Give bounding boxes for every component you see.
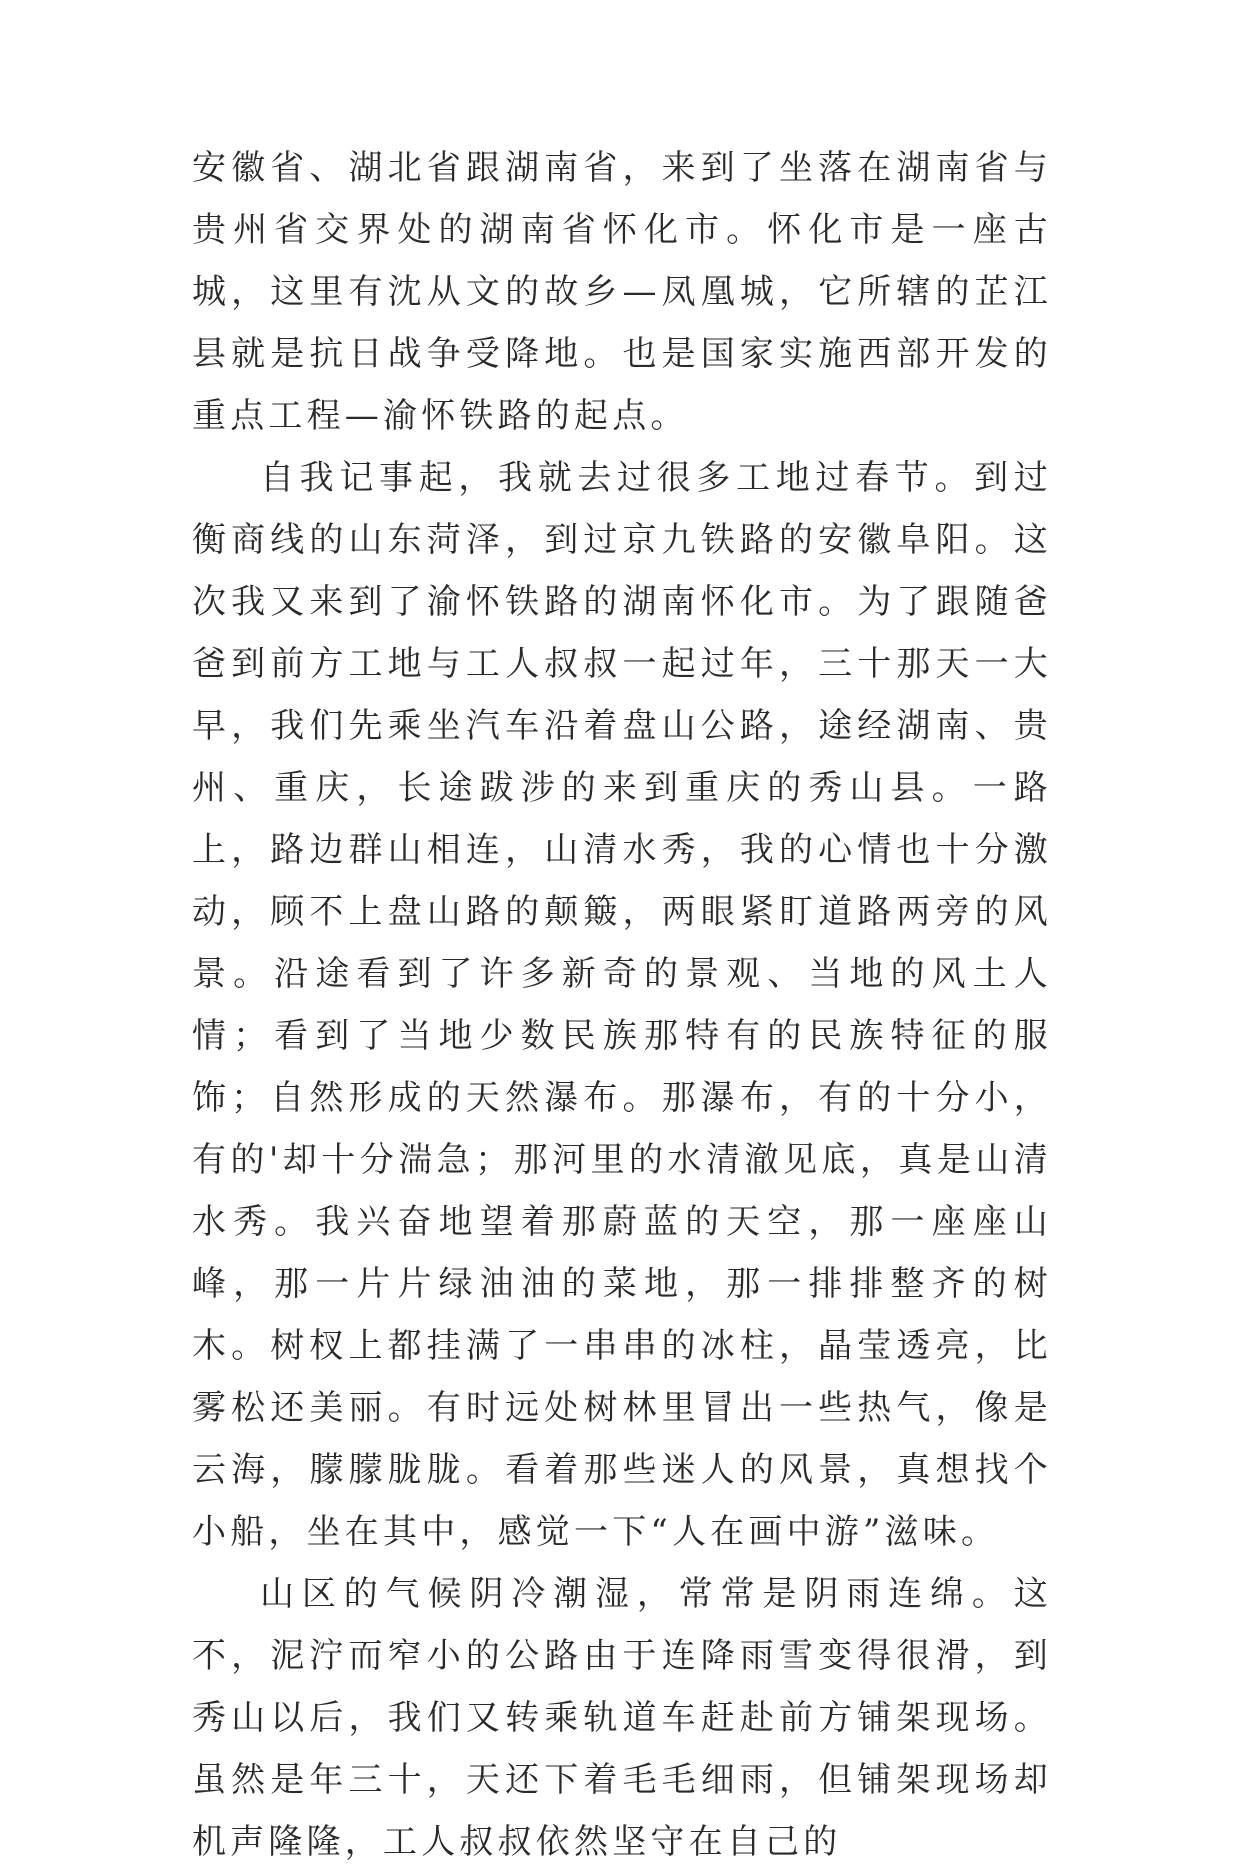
- paragraph-3: 山区的气候阴冷潮湿，常常是阴雨连绵。这不，泥泞而窄小的公路由于连降雨雪变得很滑，到秀山以后，我们又转乘轨道车赶赴前方铺架现场。虽然是年三十，天还下着毛毛细雨，但铺架现场却机声隆隆，工人叔叔依然坚守在自己的: [192, 1574, 1052, 1862]
- paragraph-2: 自我记事起，我就去过很多工地过春节。到过衡商线的山东菏泽，到过京九铁路的安徽阜阳。这次我又来到了渝怀铁路的湖南怀化市。为了跟随爸爸到前方工地与工人叔叔一起过年，三十那天一大早，我们先乘坐汽车沿着盘山公路，途经湖南、贵州、重庆，长途跋涉的来到重庆的秀山县。一路上，路边群山相连，山清水秀，我的心情也十分激动，顾不上盘山路的颠簸，两眼紧盯道路两旁的风景。沿途看到了许多新奇的景观、当地的风土人情；看到了当地少数民族那特有的民族特征的服饰；自然形成的天然瀑布。那瀑布，有的十分小，有的'却十分湍急；那河里的水清澈见底，真是山清水秀。我兴奋地望着那蔚蓝的天空，那一座座山峰，那一片片绿油油的菜地，那一排排整齐的树木。树杈上都挂满了一串串的冰柱，晶莹透亮，比雾松还美丽。有时远处树林里冒出一些热气，像是云海，朦朦胧胧。看着那些迷人的风景，真想找个小船，坐在其中，感觉一下“人在画中游”滋味。: [192, 458, 1052, 1552]
- body-text: [192, 137, 1052, 1873]
- paragraph-1: 安徽省、湖北省跟湖南省，来到了坐落在湖南省与贵州省交界处的湖南省怀化市。怀化市是一座古城，这里有沈从文的故乡—凤凰城，它所辖的芷江县就是抗日战争受降地。也是国家实施西部开发的重点工程—渝怀铁路的起点。: [192, 148, 1052, 436]
